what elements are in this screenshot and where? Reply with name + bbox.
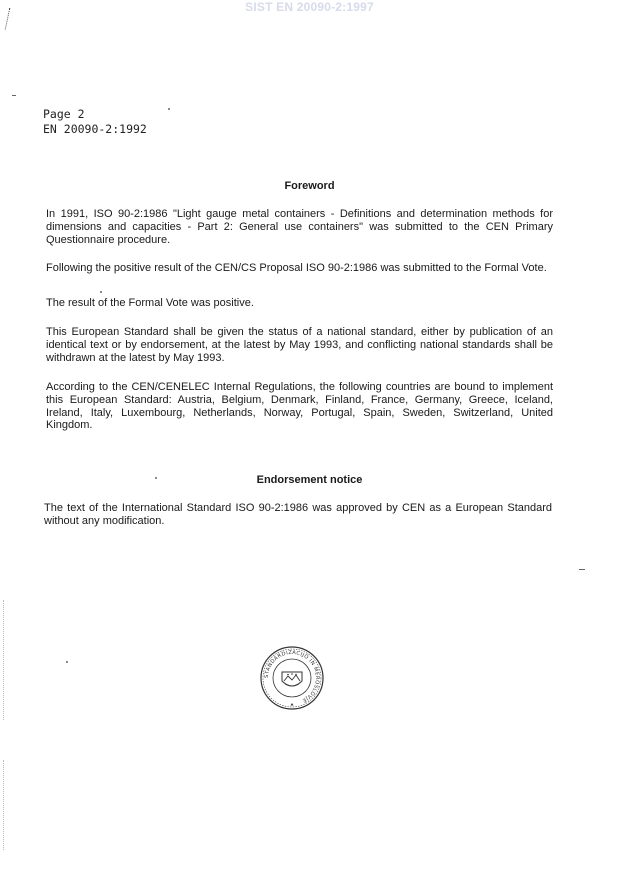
page-header (43, 107, 147, 137)
scan-speck (579, 569, 585, 570)
endorsement-text: The text of the International Standard ISO 90-2:1986 was approved by CEN as a European Standard without any modification. (44, 502, 552, 527)
watermark: SIST EN 20090-2:1997 (245, 0, 374, 14)
foreword-paragraph-4: This European Standard shall be given the status of a national standard, either by publication of an identical text or by endorsement, at the latest by May 1993, and conflicting national standards shall be withdrawn at the latest by May 1993. (46, 326, 553, 364)
foreword-paragraph-5: According to the CEN/CENELEC Internal Regulations, the following countries are bound to implement this European Standard: Austria, Belgium, Denmark, Finland, France, Germany, Greece, Iceland, Ireland, Italy, Luxembourg, Netherlands, Norway, Portugal, Spain, Sweden, Switzerland, United Kingdom. (46, 381, 553, 432)
foreword-paragraph-3: The result of the Formal Vote was positive. (46, 297, 254, 309)
foreword-heading: Foreword (284, 180, 335, 192)
scan-speck (66, 661, 68, 663)
scan-speck (12, 95, 16, 96)
institute-seal-icon (259, 645, 325, 711)
svg-text:STANDARDIZACIJO IN MEROSLOVJE (264, 650, 320, 703)
scan-mark-left-edge (3, 760, 5, 850)
scan-mark-left-edge (3, 600, 5, 720)
page-number: Page 2 (43, 107, 85, 121)
scan-speck (100, 291, 102, 293)
foreword-paragraph-1: In 1991, ISO 90-2:1986 "Light gauge metal containers - Definitions and determination methods for dimensions and capacities - Part 2: General use containers" was submitted to the CEN Primary Questionnaire procedure. (46, 208, 553, 246)
seal-ring-text: STANDARDIZACIJO IN MEROSLOVJE (263, 649, 321, 704)
foreword-paragraph-2: Following the positive result of the CEN/CS Proposal ISO 90-2:1986 was submitted to the Formal Vote. (46, 262, 547, 274)
document-id: EN 20090-2:1992 (43, 122, 147, 136)
endorsement-heading: Endorsement notice (256, 474, 363, 486)
scan-speck (168, 108, 170, 110)
